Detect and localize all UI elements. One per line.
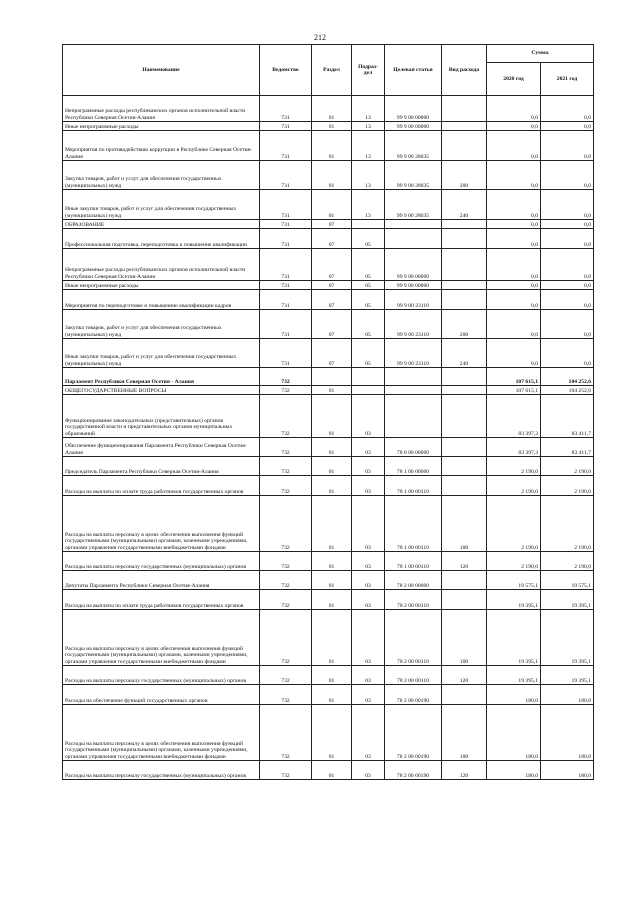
cell-name: Расходы на выплаты персоналу в целях обеспечения выполнения функций государственными (муниципальными) органами, казенными учреждениями, органами управления государственными внебюджетными фондами <box>63 496 260 552</box>
table-row <box>63 496 594 552</box>
cell-subsection: 13 <box>352 122 385 131</box>
cell-2021: 0,0 <box>541 339 594 368</box>
cell-2021: 2 190,0 <box>541 496 594 552</box>
cell-2020: 0,0 <box>487 190 541 220</box>
cell-subsection: 03 <box>352 610 385 666</box>
table-body <box>63 96 594 780</box>
cell-name: Расходы на обеспечение функций государственных органов <box>63 685 260 705</box>
cell-subsection: 03 <box>352 571 385 590</box>
cell-expense <box>442 290 487 310</box>
cell-name: Закупка товаров, работ и услуг для обеспечения государственных (муниципальных) нужд <box>63 310 260 339</box>
cell-2020: 0,0 <box>487 229 541 249</box>
cell-2021: 0,0 <box>541 310 594 339</box>
page-number: 212 <box>314 33 326 42</box>
cell-2020: 19 575,1 <box>487 571 541 590</box>
cell-expense <box>442 685 487 705</box>
cell-dept: 732 <box>260 610 312 666</box>
cell-expense: 120 <box>442 552 487 571</box>
cell-section: 01 <box>312 395 352 438</box>
cell-target: 99 9 00 23110 <box>385 310 442 339</box>
budget-table <box>62 44 594 780</box>
cell-target: 78 1 00 00110 <box>385 476 442 496</box>
cell-target: 78 2 00 00190 <box>385 761 442 780</box>
cell-dept: 732 <box>260 368 312 386</box>
cell-subsection: 05 <box>352 290 385 310</box>
cell-2020: 107 615,1 <box>487 386 541 395</box>
cell-expense: 200 <box>442 161 487 190</box>
cell-name: ОБЩЕГОСУДАРСТВЕННЫЕ ВОПРОСЫ <box>63 386 260 395</box>
table-row <box>63 190 594 220</box>
table-row <box>63 281 594 290</box>
cell-2020: 0,0 <box>487 161 541 190</box>
header-2021: 2021 год <box>541 63 594 96</box>
cell-2021: 0,0 <box>541 290 594 310</box>
cell-2021: 0,0 <box>541 122 594 131</box>
cell-2021: 0,0 <box>541 229 594 249</box>
cell-target <box>385 229 442 249</box>
cell-expense <box>442 122 487 131</box>
cell-expense <box>442 395 487 438</box>
cell-name: Расходы на выплаты по оплате труда работников государственных органов <box>63 590 260 610</box>
cell-2021: 19 395,1 <box>541 610 594 666</box>
cell-name: ОБРАЗОВАНИЕ <box>63 220 260 229</box>
cell-section: 01 <box>312 552 352 571</box>
cell-2021: 0,0 <box>541 249 594 281</box>
cell-name: Функционирование законодательных (представительных) органов государственной власти и представительных органов муниципальных образований <box>63 395 260 438</box>
cell-2020: 19 395,1 <box>487 590 541 610</box>
cell-name: Непрограммные расходы республиканских органов исполнительной власти Республики Северная Осетия-Алания <box>63 249 260 281</box>
cell-expense <box>442 368 487 386</box>
cell-section: 01 <box>312 571 352 590</box>
cell-2021: 0,0 <box>541 281 594 290</box>
header-expense: Вид расхода <box>442 45 487 96</box>
table-row <box>63 96 594 122</box>
cell-name: Иные закупки товаров, работ и услуг для обеспечения государственных (муниципальных) нужд <box>63 190 260 220</box>
cell-dept: 732 <box>260 685 312 705</box>
cell-subsection: 05 <box>352 339 385 368</box>
cell-2020: 0,0 <box>487 122 541 131</box>
header-2020: 2020 год <box>487 63 541 96</box>
cell-name: Расходы на выплаты персоналу государственных (муниципальных) органов <box>63 666 260 685</box>
cell-target <box>385 220 442 229</box>
cell-2021: 104 252,6 <box>541 368 594 386</box>
cell-2020: 180,0 <box>487 685 541 705</box>
cell-name: Расходы на выплаты персоналу государственных (муниципальных) органов <box>63 552 260 571</box>
cell-dept: 732 <box>260 386 312 395</box>
cell-2020: 0,0 <box>487 310 541 339</box>
header-name: Наименование <box>63 45 260 96</box>
cell-subsection: 03 <box>352 590 385 610</box>
cell-name: Профессиональная подготовка, переподготовка и повышение квалификации <box>63 229 260 249</box>
cell-section: 01 <box>312 685 352 705</box>
header-target: Целевая статья <box>385 45 442 96</box>
cell-2020: 83 397,3 <box>487 438 541 457</box>
cell-subsection: 05 <box>352 281 385 290</box>
cell-section: 01 <box>312 190 352 220</box>
cell-subsection: 03 <box>352 438 385 457</box>
cell-2021: 0,0 <box>541 190 594 220</box>
cell-target: 99 9 00 28035 <box>385 131 442 161</box>
cell-2021: 83 411,7 <box>541 395 594 438</box>
cell-expense: 120 <box>442 761 487 780</box>
cell-2020: 0,0 <box>487 249 541 281</box>
cell-expense <box>442 96 487 122</box>
table-row <box>63 131 594 161</box>
cell-2021: 2 190,0 <box>541 476 594 496</box>
cell-section: 07 <box>312 220 352 229</box>
cell-2021: 0,0 <box>541 96 594 122</box>
cell-2021: 104 252,6 <box>541 386 594 395</box>
cell-2021: 0,0 <box>541 131 594 161</box>
cell-dept: 732 <box>260 705 312 761</box>
cell-2021: 180,0 <box>541 685 594 705</box>
cell-section: 01 <box>312 666 352 685</box>
cell-name: Расходы на выплаты по оплате труда работников государственных органов <box>63 476 260 496</box>
cell-dept: 731 <box>260 310 312 339</box>
cell-subsection: 03 <box>352 457 385 476</box>
cell-name: Мероприятия по переподготовке и повышению квалификации кадров <box>63 290 260 310</box>
cell-2021: 0,0 <box>541 161 594 190</box>
table-row <box>63 339 594 368</box>
cell-subsection: 05 <box>352 229 385 249</box>
cell-name: Председатель Парламента Республики Северная Осетия-Алания <box>63 457 260 476</box>
cell-section: 01 <box>312 705 352 761</box>
cell-dept: 732 <box>260 496 312 552</box>
cell-target: 78 2 00 00000 <box>385 571 442 590</box>
cell-name: Обеспечение функционирования Парламента Республики Северная Осетия-Алания <box>63 438 260 457</box>
cell-2020: 0,0 <box>487 131 541 161</box>
cell-subsection: 03 <box>352 496 385 552</box>
cell-2021: 180,0 <box>541 705 594 761</box>
cell-expense: 240 <box>442 190 487 220</box>
cell-target: 78 2 00 00110 <box>385 666 442 685</box>
cell-section: 01 <box>312 161 352 190</box>
cell-subsection: 13 <box>352 96 385 122</box>
cell-section: 01 <box>312 496 352 552</box>
table-row <box>63 552 594 571</box>
cell-subsection: 05 <box>352 310 385 339</box>
cell-dept: 732 <box>260 438 312 457</box>
cell-section: 07 <box>312 310 352 339</box>
cell-subsection <box>352 368 385 386</box>
cell-target <box>385 368 442 386</box>
cell-section: 07 <box>312 290 352 310</box>
table-row <box>63 457 594 476</box>
cell-dept: 731 <box>260 220 312 229</box>
cell-2021: 19 395,1 <box>541 590 594 610</box>
cell-subsection: 13 <box>352 131 385 161</box>
cell-dept: 731 <box>260 190 312 220</box>
cell-dept: 732 <box>260 571 312 590</box>
cell-target: 99 9 00 23110 <box>385 290 442 310</box>
cell-2020: 2 190,0 <box>487 457 541 476</box>
cell-name: Мероприятия по противодействию коррупции в Республике Северная Осетия-Алания <box>63 131 260 161</box>
table-row <box>63 395 594 438</box>
header-sum: Сумма <box>487 45 594 63</box>
cell-target: 78 2 00 00190 <box>385 685 442 705</box>
cell-section: 01 <box>312 122 352 131</box>
cell-target: 99 9 00 00000 <box>385 249 442 281</box>
cell-2021: 83 411,7 <box>541 438 594 457</box>
cell-2021: 0,0 <box>541 220 594 229</box>
cell-section <box>312 368 352 386</box>
cell-dept: 731 <box>260 281 312 290</box>
cell-section: 07 <box>312 229 352 249</box>
cell-2020: 83 397,3 <box>487 395 541 438</box>
cell-dept: 732 <box>260 761 312 780</box>
cell-section: 07 <box>312 339 352 368</box>
cell-name: Иные непрограммные расходы <box>63 281 260 290</box>
cell-subsection: 03 <box>352 761 385 780</box>
cell-section: 07 <box>312 281 352 290</box>
cell-name: Непрограммные расходы республиканских органов исполнительной власти Республики Северная Осетия-Алания <box>63 96 260 122</box>
cell-2020: 180,0 <box>487 761 541 780</box>
cell-target: 78 0 00 00000 <box>385 438 442 457</box>
cell-target <box>385 395 442 438</box>
cell-section: 07 <box>312 249 352 281</box>
cell-dept: 732 <box>260 666 312 685</box>
cell-2020: 0,0 <box>487 220 541 229</box>
cell-name: Расходы на выплаты персоналу в целях обеспечения выполнения функций государственными (муниципальными) органами, казенными учреждениями, органами управления государственными внебюджетными фондами <box>63 705 260 761</box>
cell-2020: 0,0 <box>487 339 541 368</box>
cell-target: 99 9 00 00000 <box>385 281 442 290</box>
cell-target: 78 1 00 00110 <box>385 496 442 552</box>
cell-subsection: 03 <box>352 476 385 496</box>
cell-dept: 731 <box>260 290 312 310</box>
cell-target: 78 2 00 00190 <box>385 705 442 761</box>
cell-subsection: 03 <box>352 552 385 571</box>
cell-dept: 731 <box>260 229 312 249</box>
cell-subsection: 03 <box>352 395 385 438</box>
cell-dept: 732 <box>260 457 312 476</box>
cell-name: Депутаты Парламента Республики Северная Осетия-Алания <box>63 571 260 590</box>
cell-expense <box>442 476 487 496</box>
cell-expense <box>442 571 487 590</box>
cell-target: 99 9 00 00000 <box>385 96 442 122</box>
cell-name: Закупка товаров, работ и услуг для обеспечения государственных (муниципальных) нужд <box>63 161 260 190</box>
cell-dept: 732 <box>260 552 312 571</box>
cell-2021: 2 190,0 <box>541 552 594 571</box>
cell-dept: 732 <box>260 590 312 610</box>
cell-section: 01 <box>312 590 352 610</box>
cell-subsection: 05 <box>352 249 385 281</box>
cell-target: 78 2 00 00110 <box>385 610 442 666</box>
cell-expense <box>442 249 487 281</box>
table-row <box>63 476 594 496</box>
table-row <box>63 386 594 395</box>
cell-subsection: 03 <box>352 685 385 705</box>
cell-subsection: 13 <box>352 190 385 220</box>
cell-2020: 19 395,1 <box>487 610 541 666</box>
cell-dept: 731 <box>260 131 312 161</box>
cell-section: 01 <box>312 386 352 395</box>
cell-target: 78 2 00 00110 <box>385 590 442 610</box>
table-row <box>63 685 594 705</box>
table-row <box>63 761 594 780</box>
cell-section: 01 <box>312 131 352 161</box>
cell-2020: 2 190,0 <box>487 476 541 496</box>
cell-name: Расходы на выплаты персоналу в целях обеспечения выполнения функций государственными (муниципальными) органами, казенными учреждениями, органами управления государственными внебюджетными фондами <box>63 610 260 666</box>
cell-expense: 100 <box>442 705 487 761</box>
cell-2021: 180,0 <box>541 761 594 780</box>
cell-dept: 731 <box>260 339 312 368</box>
header-subsection: Подраз-дел <box>352 45 385 96</box>
cell-2020: 0,0 <box>487 290 541 310</box>
cell-2021: 19 395,1 <box>541 666 594 685</box>
cell-target: 78 1 00 00110 <box>385 552 442 571</box>
cell-expense: 100 <box>442 610 487 666</box>
cell-section: 01 <box>312 610 352 666</box>
cell-dept: 732 <box>260 476 312 496</box>
cell-2020: 2 190,0 <box>487 496 541 552</box>
header-dept: Ведомство <box>260 45 312 96</box>
cell-section: 01 <box>312 438 352 457</box>
cell-expense <box>442 281 487 290</box>
cell-2020: 180,0 <box>487 705 541 761</box>
cell-expense <box>442 131 487 161</box>
table-row <box>63 290 594 310</box>
table-row <box>63 705 594 761</box>
table-row <box>63 438 594 457</box>
cell-name: Расходы на выплаты персоналу государственных (муниципальных) органов <box>63 761 260 780</box>
cell-2020: 0,0 <box>487 281 541 290</box>
cell-section: 01 <box>312 96 352 122</box>
table-row <box>63 122 594 131</box>
table-row <box>63 590 594 610</box>
cell-expense <box>442 386 487 395</box>
cell-expense <box>442 229 487 249</box>
cell-dept: 731 <box>260 96 312 122</box>
table-row <box>63 666 594 685</box>
table-row <box>63 229 594 249</box>
header-section: Раздел <box>312 45 352 96</box>
cell-2021: 2 190,0 <box>541 457 594 476</box>
cell-subsection <box>352 220 385 229</box>
cell-target: 99 9 00 28035 <box>385 190 442 220</box>
cell-expense <box>442 438 487 457</box>
cell-section: 01 <box>312 761 352 780</box>
cell-name: Иные закупки товаров, работ и услуг для обеспечения государственных (муниципальных) нужд <box>63 339 260 368</box>
cell-expense: 200 <box>442 310 487 339</box>
table-row <box>63 571 594 590</box>
cell-target: 99 9 00 00000 <box>385 122 442 131</box>
cell-target: 99 9 00 28035 <box>385 161 442 190</box>
cell-name: Иные непрограммные расходы <box>63 122 260 131</box>
cell-2021: 19 575,1 <box>541 571 594 590</box>
cell-2020: 107 615,1 <box>487 368 541 386</box>
cell-dept: 732 <box>260 395 312 438</box>
table-row <box>63 610 594 666</box>
cell-expense <box>442 220 487 229</box>
cell-2020: 0,0 <box>487 96 541 122</box>
cell-dept: 731 <box>260 249 312 281</box>
cell-subsection: 03 <box>352 705 385 761</box>
cell-2020: 19 395,1 <box>487 666 541 685</box>
cell-expense: 120 <box>442 666 487 685</box>
table-row <box>63 161 594 190</box>
cell-subsection <box>352 386 385 395</box>
cell-section: 01 <box>312 457 352 476</box>
table-row <box>63 310 594 339</box>
cell-subsection: 13 <box>352 161 385 190</box>
cell-expense <box>442 590 487 610</box>
cell-target: 78 1 00 00000 <box>385 457 442 476</box>
cell-dept: 731 <box>260 122 312 131</box>
cell-expense <box>442 457 487 476</box>
table-row <box>63 249 594 281</box>
cell-expense: 100 <box>442 496 487 552</box>
cell-expense: 240 <box>442 339 487 368</box>
table-row <box>63 220 594 229</box>
table-row <box>63 368 594 386</box>
cell-name: Парламент Республики Северная Осетия - Алания <box>63 368 260 386</box>
cell-subsection: 03 <box>352 666 385 685</box>
cell-section: 01 <box>312 476 352 496</box>
cell-target <box>385 386 442 395</box>
cell-2020: 2 190,0 <box>487 552 541 571</box>
cell-target: 99 9 00 23110 <box>385 339 442 368</box>
cell-dept: 731 <box>260 161 312 190</box>
